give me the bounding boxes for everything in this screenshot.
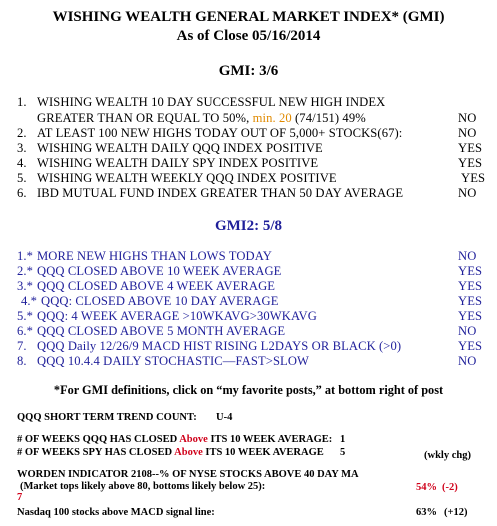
gmi2-item-7-number: 7. xyxy=(17,339,27,353)
weeks-spy-text-a: # OF WEEKS SPY HAS CLOSED xyxy=(17,447,175,458)
gmi2-item-5-value: YES xyxy=(458,309,483,323)
weeks-qqq-value: 1 xyxy=(340,434,346,445)
gmi2-item-8-number: 8. xyxy=(17,354,27,368)
trend-count-value: U-4 xyxy=(216,412,233,423)
definitions-note: *For GMI definitions, click on “my favorite posts,” at bottom right of post xyxy=(53,383,444,397)
worden-change: (-2) xyxy=(442,482,458,493)
gmi-item-4-text: WISHING WEALTH DAILY SPY INDEX POSITIVE xyxy=(37,156,319,170)
gmi-item-1-number: 1. xyxy=(17,95,27,109)
nasdaq-macd-label: Nasdaq 100 stocks above MACD signal line: xyxy=(17,507,215,518)
worden-extra: 7 xyxy=(17,492,23,503)
gmi2-item-8-text: QQQ 10.4.4 DAILY STOCHASTIC—FAST>SLOW xyxy=(37,354,310,368)
gmi2-item-1-text: MORE NEW HIGHS THAN LOWS TODAY xyxy=(37,249,272,263)
gmi-item-4-number: 4. xyxy=(17,156,27,170)
gmi2-item-5-number: 5.* xyxy=(17,309,34,323)
gmi2-item-2-number: 2.* xyxy=(17,264,34,278)
gmi-item-1-text-b: (74/151) 49% xyxy=(295,111,366,125)
gmi-item-2-text: AT LEAST 100 NEW HIGHS TODAY OUT OF 5,000+ STOCKS(67): xyxy=(37,126,403,140)
gmi-item-5-value: YES xyxy=(461,171,486,185)
gmi2-item-7-text: QQQ Daily 12/26/9 MACD HIST RISING L2DAYS OR BLACK (>0) xyxy=(37,339,402,353)
gmi-item-3-number: 3. xyxy=(17,141,27,155)
gmi2-item-3-number: 3.* xyxy=(17,279,34,293)
gmi2-item-8-value: NO xyxy=(458,354,477,368)
gmi-item-4-value: YES xyxy=(458,156,483,170)
gmi-header: GMI: 3/6 xyxy=(218,63,279,79)
gmi2-item-6-text: QQQ CLOSED ABOVE 5 MONTH AVERAGE xyxy=(37,324,286,338)
gmi2-item-3-text: QQQ CLOSED ABOVE 4 WEEK AVERAGE xyxy=(37,279,276,293)
gmi-item-1-value: NO xyxy=(458,111,477,125)
gmi-item-2-number: 2. xyxy=(17,126,27,140)
gmi2-item-4-text: QQQ: CLOSED ABOVE 10 DAY AVERAGE xyxy=(41,294,279,308)
gmi2-item-7-value: YES xyxy=(458,339,483,353)
gmi-item-1-continued xyxy=(37,111,366,126)
weeks-spy-label xyxy=(17,447,324,458)
gmi-item-5-number: 5. xyxy=(17,171,27,185)
weeks-spy-value: 5 xyxy=(340,447,346,458)
gmi-item-1-text: WISHING WEALTH 10 DAY SUCCESSFUL NEW HIGH INDEX xyxy=(37,95,386,109)
page-subtitle-date: As of Close 05/16/2014 xyxy=(176,28,321,44)
worden-value: 54% xyxy=(416,482,437,493)
weeks-qqq-text-b: ITS 10 WEEK AVERAGE: xyxy=(207,434,333,445)
page-title: WISHING WEALTH GENERAL MARKET INDEX* (GMI) xyxy=(52,9,445,25)
gmi-item-6-text: IBD MUTUAL FUND INDEX GREATER THAN 50 DAY AVERAGE xyxy=(37,186,404,200)
gmi2-item-3-value: YES xyxy=(458,279,483,293)
weeks-qqq-above: Above xyxy=(179,434,208,445)
gmi2-item-2-value: YES xyxy=(458,264,483,278)
weekly-change-header: (wkly chg) xyxy=(424,450,471,461)
gmi-item-3-value: YES xyxy=(458,141,483,155)
worden-label: WORDEN INDICATOR 2108--% OF NYSE STOCKS ABOVE 40 DAY MA xyxy=(17,469,359,480)
gmi-item-6-value: NO xyxy=(458,186,477,200)
gmi-item-5-text: WISHING WEALTH WEEKLY QQQ INDEX POSITIVE xyxy=(37,171,337,185)
gmi-item-3-text: WISHING WEALTH DAILY QQQ INDEX POSITIVE xyxy=(37,141,323,155)
weeks-spy-above: Above xyxy=(174,447,203,458)
gmi2-item-4-value: YES xyxy=(458,294,483,308)
gmi2-item-1-value: NO xyxy=(458,249,477,263)
gmi2-item-1-number: 1.* xyxy=(17,249,34,263)
gmi2-header: GMI2: 5/8 xyxy=(214,218,283,234)
worden-note: (Market tops likely above 80, bottoms likely below 25): xyxy=(20,481,266,492)
gmi2-item-6-value: NO xyxy=(458,324,477,338)
weeks-spy-text-b: ITS 10 WEEK AVERAGE xyxy=(202,447,324,458)
nasdaq-macd-value: 63% xyxy=(416,507,437,518)
gmi2-item-6-number: 6.* xyxy=(17,324,34,338)
gmi2-item-5-text: QQQ: 4 WEEK AVERAGE >10WKAVG>30WKAVG xyxy=(37,309,317,323)
gmi-item-2-value: NO xyxy=(458,126,477,140)
gmi2-item-4-number: 4.* xyxy=(21,294,38,308)
gmi-item-6-number: 6. xyxy=(17,186,27,200)
weeks-qqq-label xyxy=(17,434,332,445)
weeks-qqq-text-a: # OF WEEKS QQQ HAS CLOSED xyxy=(17,434,180,445)
gmi2-item-2-text: QQQ CLOSED ABOVE 10 WEEK AVERAGE xyxy=(37,264,282,278)
gmi-item-1-text-a: GREATER THAN OR EQUAL TO 50%, xyxy=(37,111,250,125)
gmi-item-1-min: min. 20 xyxy=(252,111,292,125)
nasdaq-macd-change: (+12) xyxy=(444,507,468,518)
trend-count-label: QQQ SHORT TERM TREND COUNT: xyxy=(17,412,197,423)
